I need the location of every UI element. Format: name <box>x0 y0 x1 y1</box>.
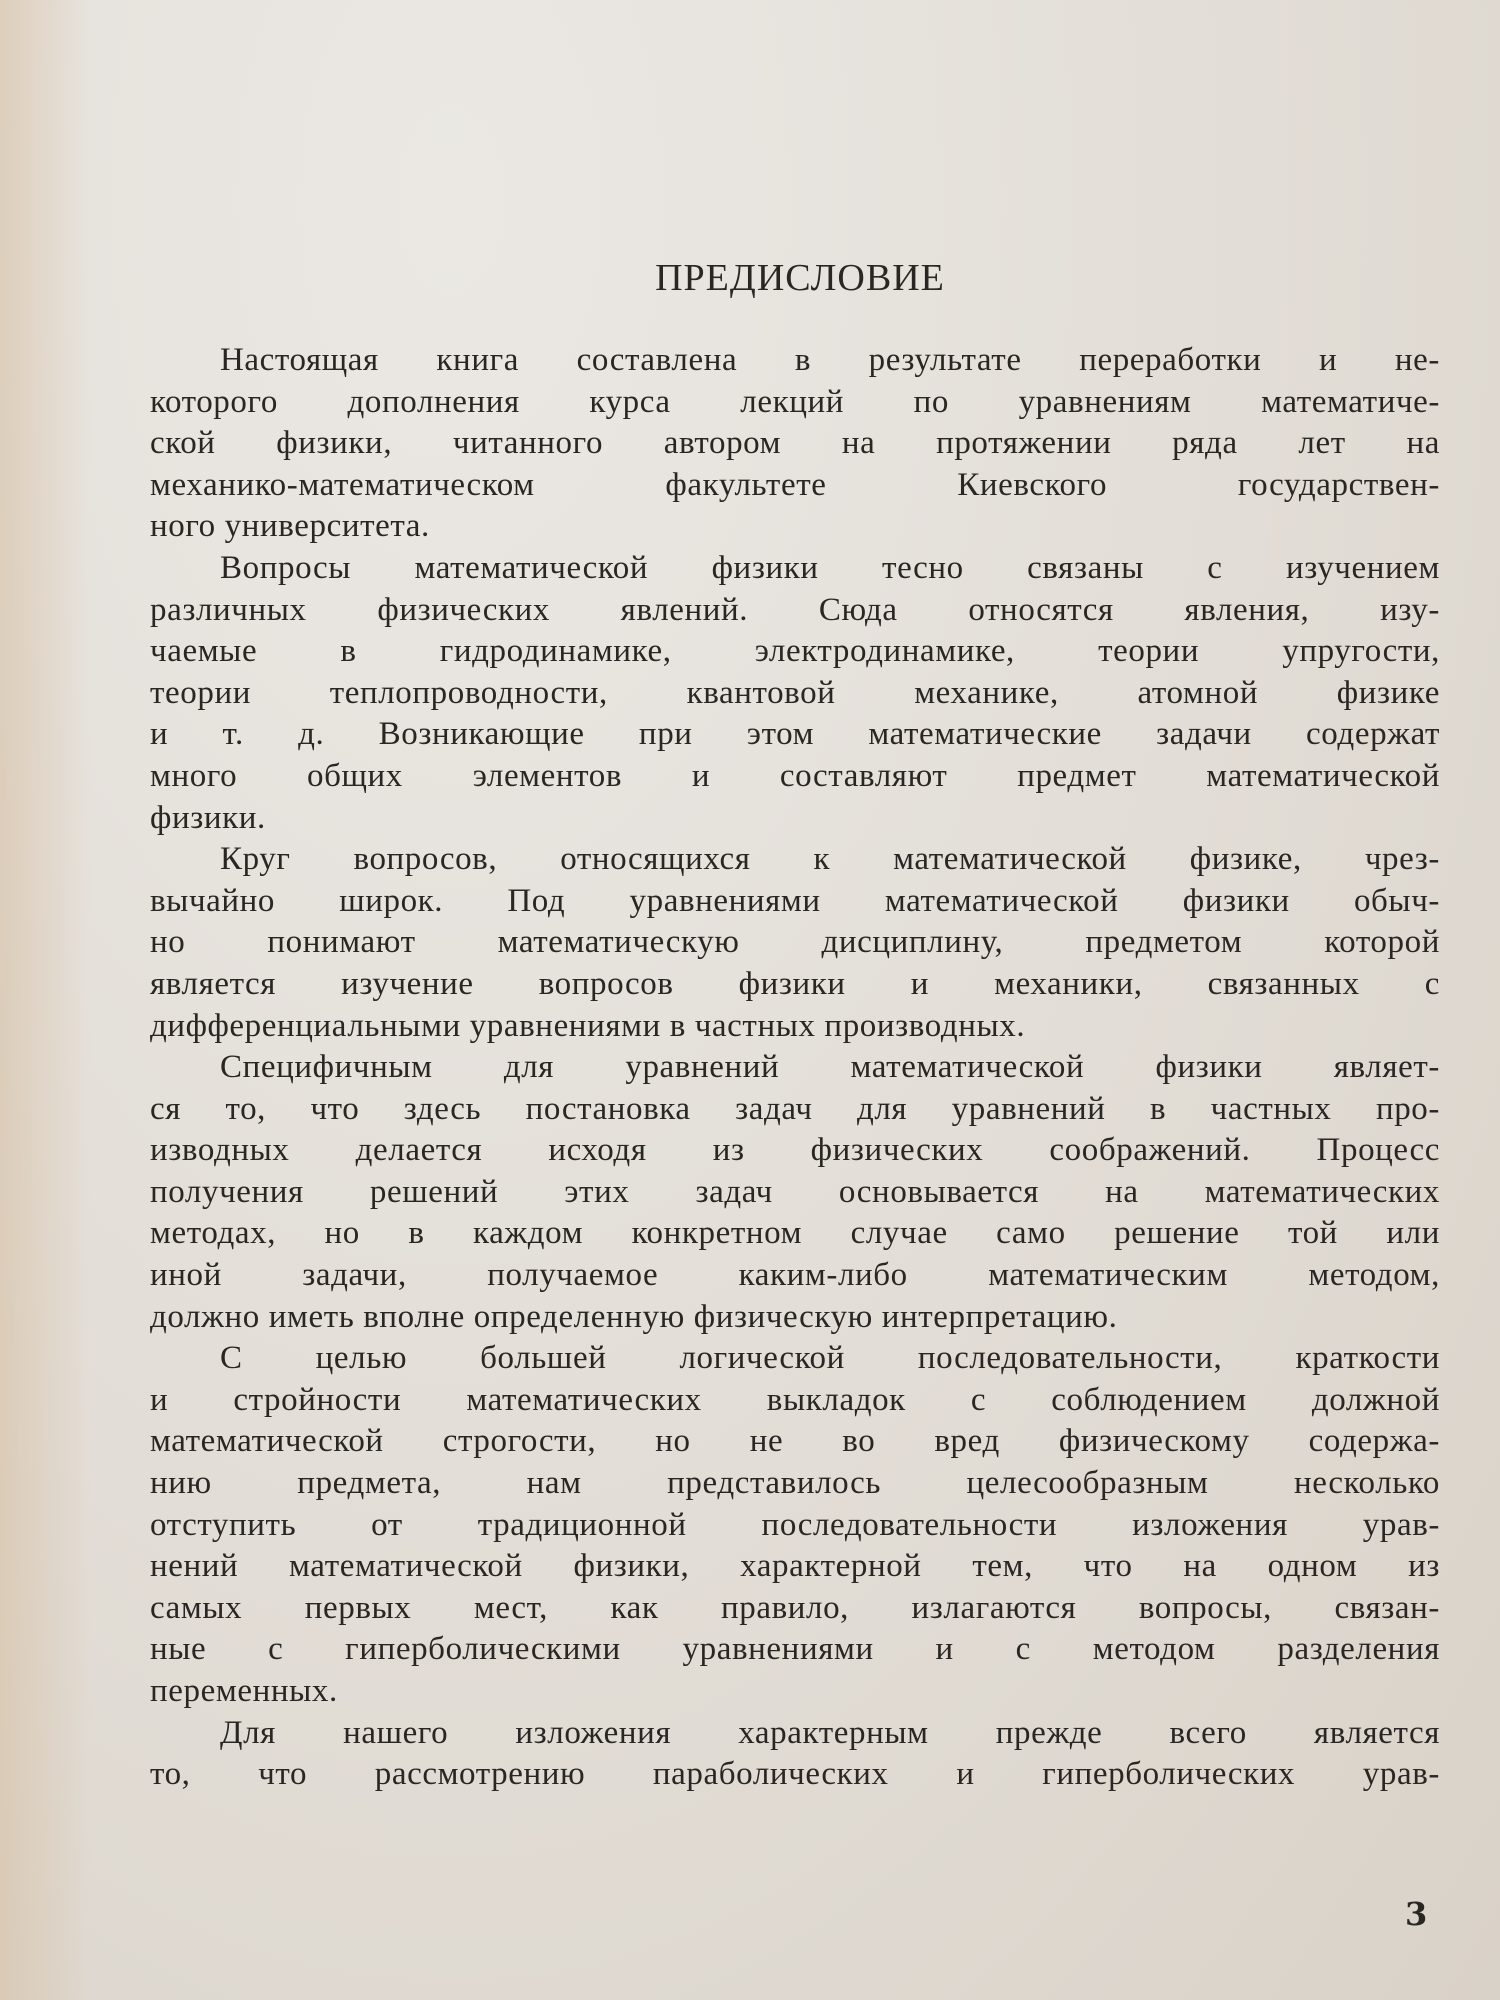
text-line: Настоящая книга составлена в результате переработки и не- <box>220 342 1440 378</box>
text-line: С целью большей логической последовательности, краткости <box>220 1340 1440 1377</box>
text-line: ные с гиперболическими уравнениями и с методом разделения <box>150 1631 1440 1668</box>
text-line: дифференциальными уравнениями в частных производных. <box>150 1007 1026 1044</box>
text-line: является изучение вопросов физики и механики, связанных с <box>150 965 1440 1002</box>
text-line: чаемые в гидродинамике, электродинамике, теории упругости, <box>150 633 1440 670</box>
text-line: нений математической физики, характерной тем, что на одном из <box>150 1548 1440 1585</box>
text-line: и т. д. Возникающие при этом математические задачи содержат <box>150 716 1440 753</box>
text-line: математической строгости, но не во вред физическому содержа- <box>150 1423 1440 1460</box>
text-line: ся то, что здесь постановка задач для уравнений в частных про- <box>150 1090 1440 1127</box>
paragraph <box>150 1338 1440 1712</box>
text-line: отступить от традиционной последовательности изложения урав- <box>150 1506 1440 1543</box>
text-line: иной задачи, получаемое каким-либо математическим методом, <box>150 1257 1440 1294</box>
page-number: 3 <box>1405 1895 1428 1933</box>
page-title: ПРЕДИСЛОВИЕ <box>655 257 945 299</box>
text-line: которого дополнения курса лекций по уравнениям математиче- <box>150 383 1440 420</box>
text-line: должно иметь вполне определенную физическую интерпретацию. <box>150 1298 1118 1335</box>
text-line: изводных делается исходя из физических соображений. Процесс <box>150 1132 1440 1169</box>
text-line: механико-математическом факультете Киевского государствен- <box>150 466 1440 503</box>
text-line: физики. <box>150 799 266 836</box>
paragraph <box>150 839 1440 1047</box>
text-line: но понимают математическую дисциплину, предметом которой <box>150 924 1440 961</box>
text-line: вычайно широк. Под уравнениями математической физики обыч- <box>150 882 1440 919</box>
text-line: теории теплопроводности, квантовой механике, атомной физике <box>150 674 1440 711</box>
text-line: и стройности математических выкладок с соблюдением должной <box>150 1381 1440 1418</box>
text-line: получения решений этих задач основывается на математических <box>150 1173 1440 1210</box>
body-text <box>150 340 1440 1796</box>
text-line: методах, но в каждом конкретном случае само решение той или <box>150 1215 1440 1252</box>
text-line: самых первых мест, как правило, излагаются вопросы, связан- <box>150 1589 1440 1626</box>
paragraph <box>150 1713 1440 1796</box>
text-line: переменных. <box>150 1673 338 1709</box>
paragraph <box>150 1047 1440 1338</box>
text-line: то, что рассмотрению параболических и гиперболических урав- <box>150 1756 1440 1793</box>
text-line: Вопросы математической физики тесно связаны с изучением <box>220 549 1440 586</box>
text-line: различных физических явлений. Сюда относятся явления, изу- <box>150 591 1440 628</box>
text-line: Для нашего изложения характерным прежде всего является <box>220 1714 1440 1751</box>
text-line: ного университета. <box>150 508 430 545</box>
text-line: ской физики, читанного автором на протяжении ряда лет на <box>150 425 1440 462</box>
text-line: много общих элементов и составляют предмет математической <box>150 757 1440 794</box>
text-line: нию предмета, нам представилось целесообразным несколько <box>150 1465 1440 1502</box>
paragraph <box>150 340 1440 548</box>
paragraph <box>150 548 1440 839</box>
text-line: Круг вопросов, относящихся к математической физике, чрез- <box>220 841 1440 878</box>
text-line: Специфичным для уравнений математической физики являет- <box>220 1049 1440 1086</box>
